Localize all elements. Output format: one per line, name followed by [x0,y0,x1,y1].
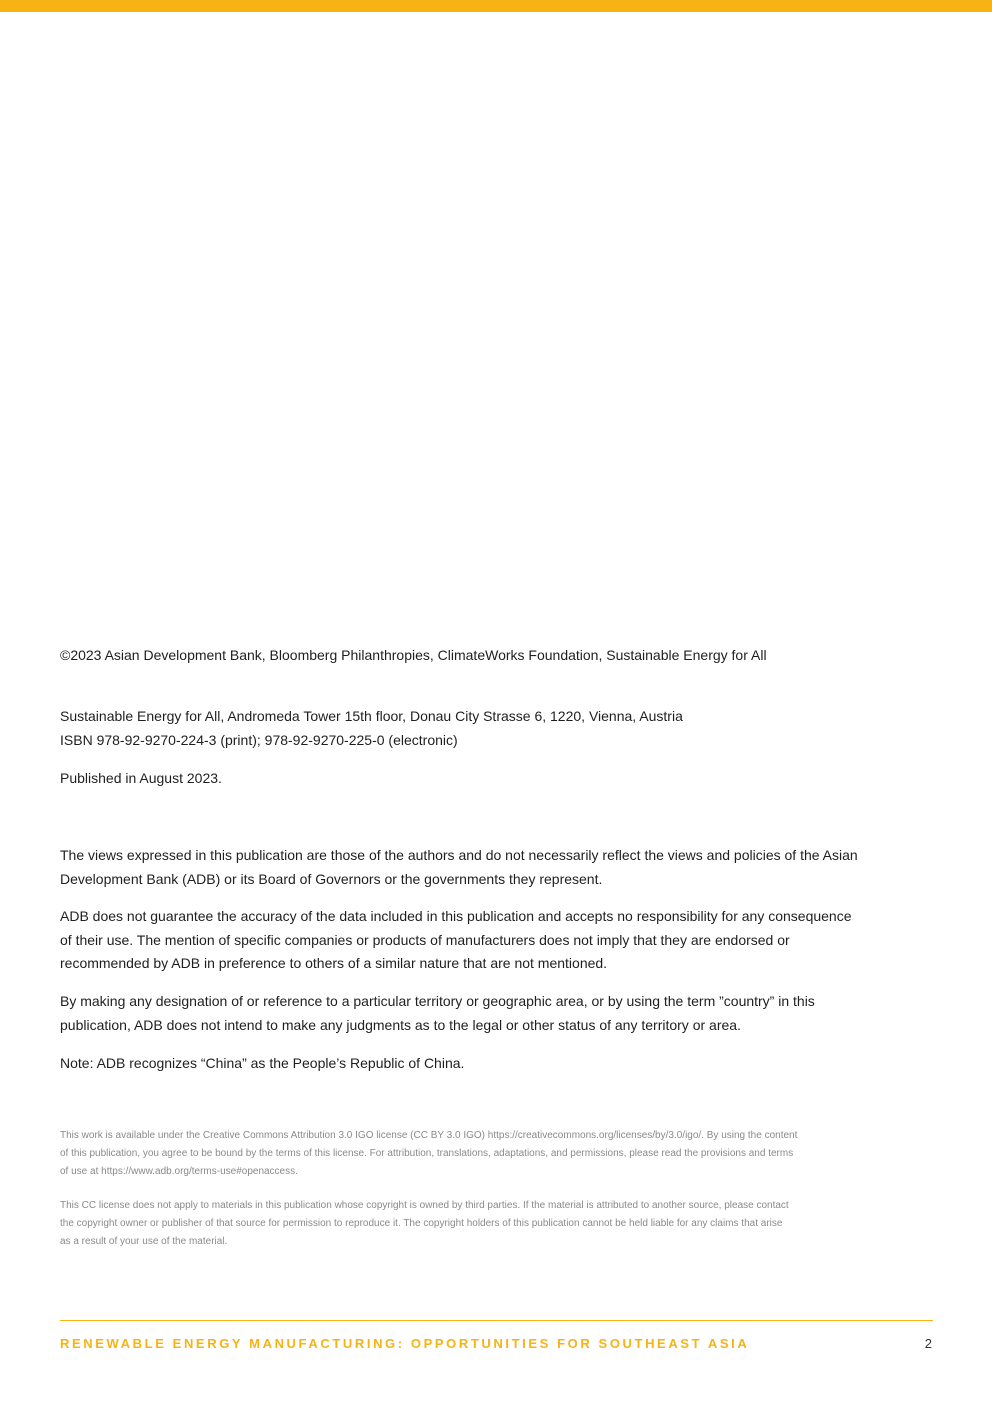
copyright-line: ©2023 Asian Development Bank, Bloomberg Philanthropies, ClimateWorks Foundation, Sustainable Energy for All [60,647,767,663]
license-paragraph [60,1127,932,1181]
note-line: Note: ADB recognizes “China” as the People’s Republic of China. [60,1055,465,1071]
license-line-1: This work is available under the Creative Commons Attribution 3.0 IGO license (CC BY 3.0 IGO) https://creativecommons.org/licenses/by/3.0/igo/. By using the content [60,1130,798,1141]
third-party-line-1: This CC license does not apply to materials in this publication whose copyright is owned by third parties. If the material is attributed to another source, please contact [60,1200,789,1211]
isbn-line: ISBN 978-92-9270-224-3 (print); 978-92-9270-225-0 (electronic) [60,731,458,748]
guarantee-line-1: ADB does not guarantee the accuracy of the data included in this publication and accepts no responsibility for any consequence [60,908,852,924]
published-line: Published in August 2023. [60,770,222,786]
publication-date [60,767,932,791]
china-note [60,1052,932,1076]
guarantee-line-3: recommended by ADB in preference to others of a similar nature that are not mentioned. [60,955,608,971]
guarantee-line-2: of their use. The mention of specific companies or products of manufacturers does not imply that they are endorsed or [60,931,790,948]
views-line-1: The views expressed in this publication are those of the authors and do not necessarily reflect the views and policies of the Asian [60,847,858,863]
top-accent-bar [0,0,992,12]
views-disclaimer [60,844,932,891]
third-party-line-3: as a result of your use of the material. [60,1236,228,1247]
publisher-address: Sustainable Energy for All, Andromeda Tower 15th floor, Donau City Strasse 6, 1220, Vienna, Austria [60,708,683,724]
copyright-notice [60,644,932,668]
views-line-2: Development Bank (ADB) or its Board of Governors or the governments they represent. [60,870,603,887]
designation-disclaimer [60,990,932,1037]
footer-document-title: RENEWABLE ENERGY MANUFACTURING: OPPORTUNITIES FOR SOUTHEAST ASIA [60,1336,750,1351]
third-party-line-2: the copyright owner or publisher of that source for permission to reproduce it. The copyright holders of this publication cannot be held liable for any claims that arise [60,1218,783,1229]
guarantee-disclaimer [60,905,932,976]
publisher-address-block [60,705,932,752]
footer-divider [60,1320,933,1321]
page-number: 2 [924,1336,932,1351]
license-line-3: of use at https://www.adb.org/terms-use#openaccess. [60,1166,298,1177]
third-party-license-paragraph [60,1197,932,1251]
designation-line-2: publication, ADB does not intend to make any judgments as to the legal or other status of any territory or area. [60,1016,741,1033]
designation-line-1: By making any designation of or reference to a particular territory or geographic area, or by using the term ”country” in this [60,993,815,1009]
license-line-2: of this publication, you agree to be bound by the terms of this license. For attribution, translations, adaptations, and permissions, please read the provisions and terms [60,1148,794,1159]
